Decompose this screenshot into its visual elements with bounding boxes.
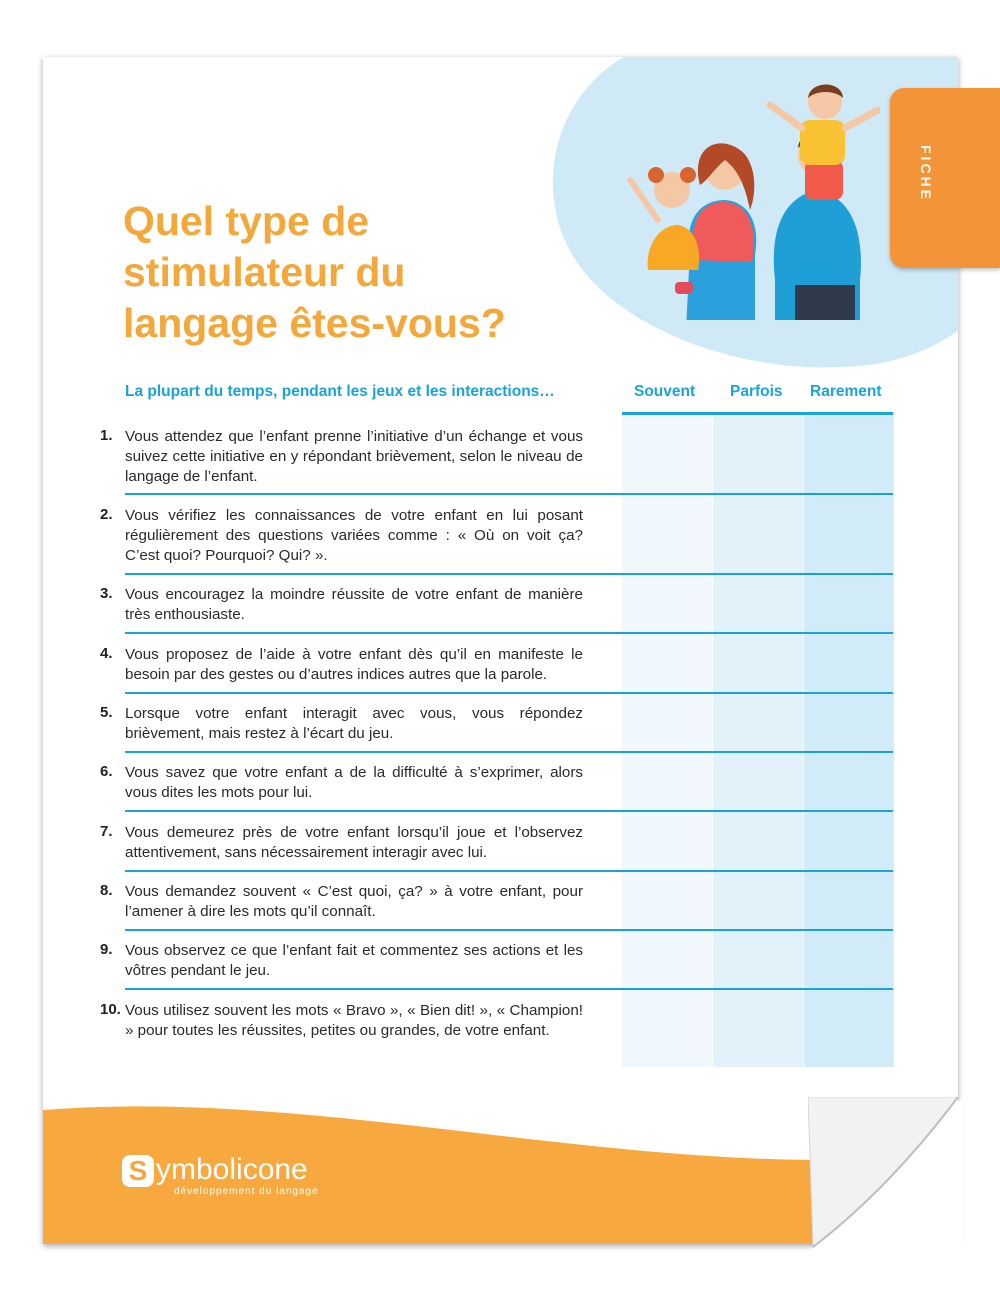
question-number: 6.: [100, 763, 113, 780]
column-souvent-cells[interactable]: [622, 415, 712, 1067]
question-text: Vous demeurez près de votre enfant lorsqu’il joue et l’observez attentivement, sans nécessairement interagir avec lui.: [125, 824, 583, 861]
question-number: 9.: [100, 941, 113, 958]
column-header-rarement: Rarement: [810, 383, 882, 400]
question-text: Vous utilisez souvent les mots « Bravo », « Bien dit! », « Champion! » pour toutes les réussites, petites ou grandes, de votre enfant.: [125, 1002, 583, 1039]
column-header-parfois: Parfois: [730, 383, 783, 400]
question-text: Vous vérifiez les connaissances de votre enfant en lui posant régulièrement des questions variées comme : « Où on voit ça? C’est quoi? Pourquoi? Qui? ».: [125, 507, 583, 564]
column-rarement-cells[interactable]: [804, 415, 894, 1067]
header-divider: [622, 412, 893, 415]
row-divider: [125, 692, 893, 694]
fiche-tab-label: FICHE: [918, 145, 934, 202]
column-parfois-cells[interactable]: [713, 415, 803, 1067]
family-illustration: [560, 20, 880, 320]
row-divider: [125, 493, 893, 495]
question-number: 5.: [100, 704, 113, 721]
table-intro-header: La plupart du temps, pendant les jeux et les interactions…: [125, 383, 555, 400]
row-divider: [125, 870, 893, 872]
question-number: 4.: [100, 645, 113, 662]
title-line-2: stimulateur du: [123, 249, 406, 295]
row-divider: [125, 751, 893, 753]
question-text: Vous demandez souvent « C’est quoi, ça? » à votre enfant, pour l’amener à dire les mots qu’il connaît.: [125, 883, 583, 920]
row-divider: [125, 988, 893, 990]
question-number: 10.: [100, 1001, 121, 1018]
question-number: 8.: [100, 882, 113, 899]
fiche-tab: [890, 88, 1000, 268]
question-text: Lorsque votre enfant interagit avec vous, vous répondez brièvement, mais restez à l’écart du jeu.: [125, 705, 583, 742]
title-line-3: langage êtes-vous?: [123, 300, 506, 346]
question-number: 1.: [100, 427, 113, 444]
page-title: [123, 196, 603, 349]
question-text: Vous savez que votre enfant a de la difficulté à s’exprimer, alors vous dites les mots pour lui.: [125, 764, 583, 801]
row-divider: [125, 573, 893, 575]
question-number: 7.: [100, 823, 113, 840]
row-divider: [125, 929, 893, 931]
row-divider: [125, 632, 893, 634]
logo-name: ymbolicone: [156, 1153, 308, 1186]
question-text: Vous proposez de l’aide à votre enfant dès qu’il en manifeste le besoin par des gestes ou d’autres indices autres que la parole.: [125, 646, 583, 683]
logo-tagline: développement du langage: [174, 1186, 319, 1197]
question-number: 2.: [100, 506, 113, 523]
question-text: Vous encouragez la moindre réussite de votre enfant de manière très enthousiaste.: [125, 586, 583, 623]
page-curl: [808, 1097, 963, 1252]
logo-s-icon: S: [122, 1155, 154, 1187]
question-text: Vous attendez que l’enfant prenne l’initiative d’un échange et vous suivez cette initiative en y répondant brièvement, selon le niveau de langage de l’enfant.: [125, 428, 583, 485]
row-divider: [125, 810, 893, 812]
question-text: Vous observez ce que l’enfant fait et commentez ses actions et les vôtres pendant le jeu.: [125, 942, 583, 979]
column-header-souvent: Souvent: [634, 383, 696, 400]
title-line-1: Quel type de: [123, 198, 370, 244]
question-number: 3.: [100, 585, 113, 602]
